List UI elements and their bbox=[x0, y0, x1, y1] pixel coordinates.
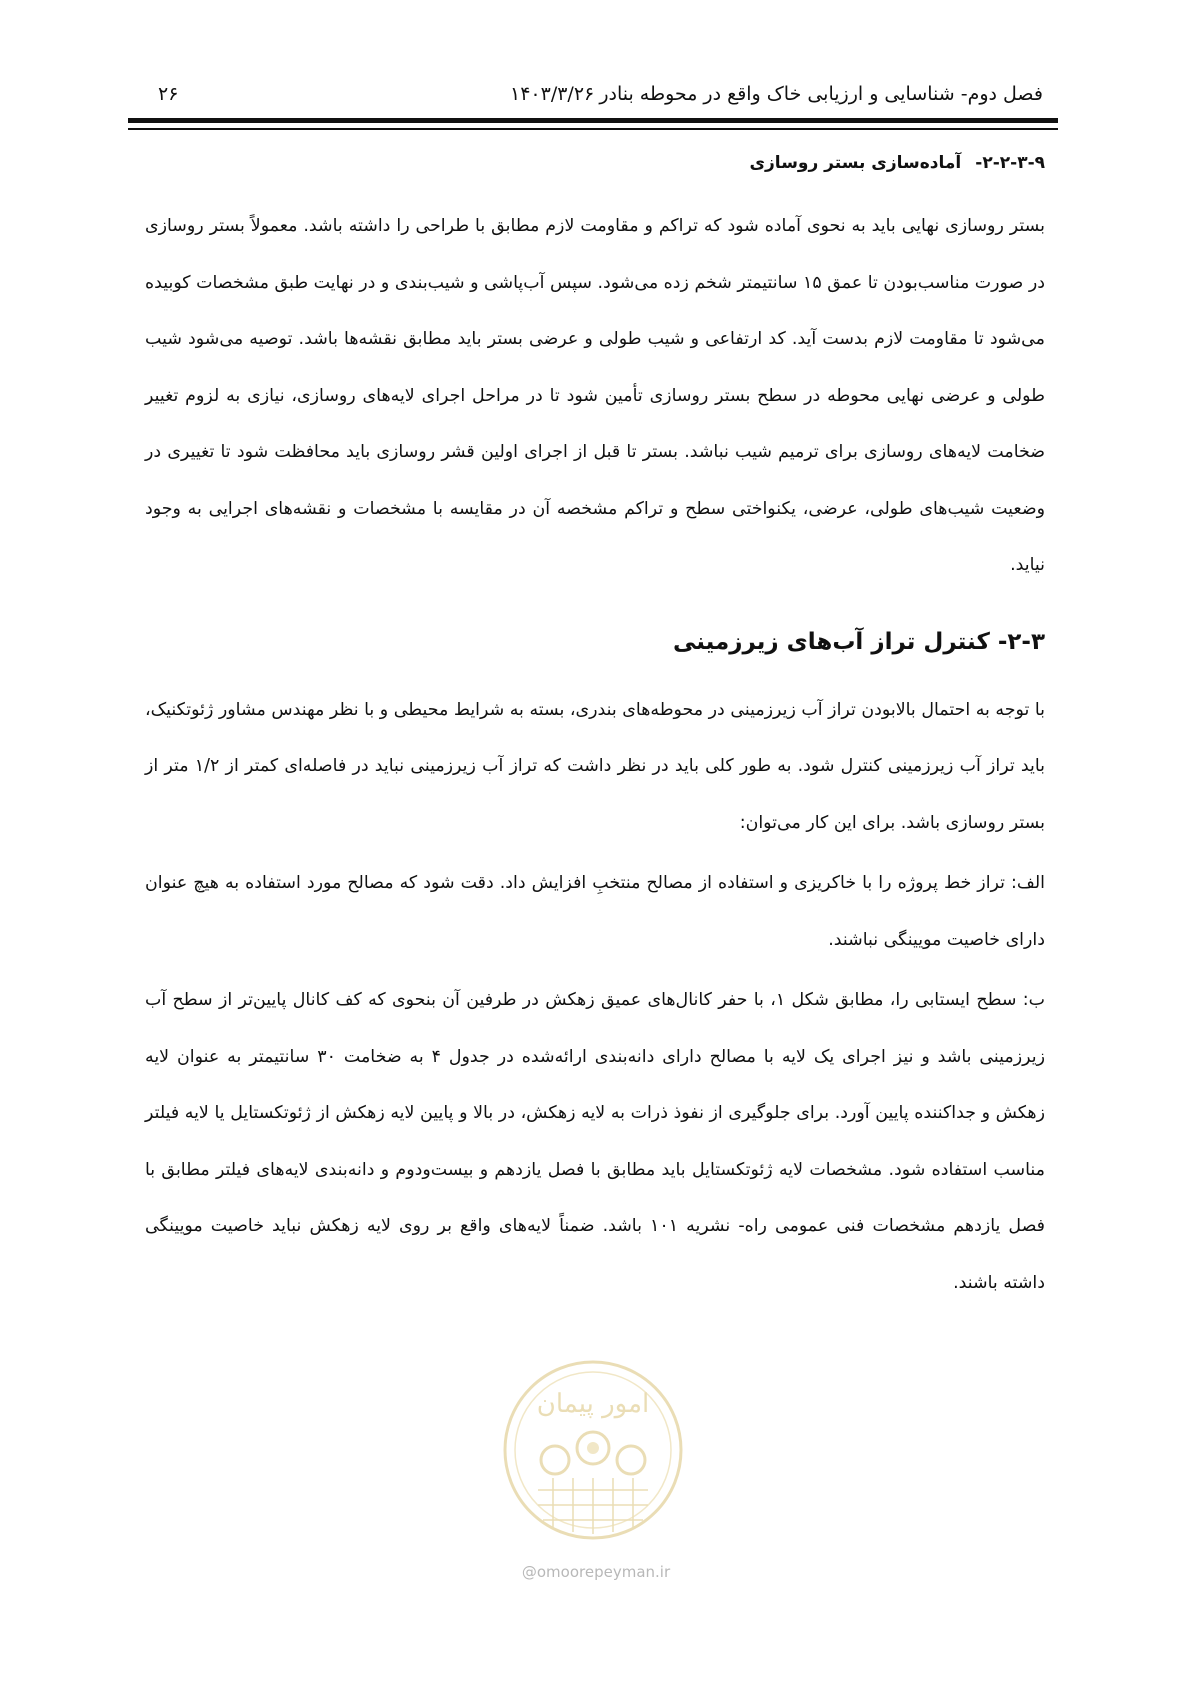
section-heading-9 bbox=[145, 148, 1045, 178]
watermark-url: @omoorepeyman.ir bbox=[521, 1563, 671, 1581]
watermark-logo-text: امور پیمان bbox=[536, 1389, 650, 1419]
header-date: ۱۴۰۳/۳/۲۶ bbox=[510, 83, 595, 105]
header-rule-thin bbox=[128, 128, 1058, 130]
section-title: آماده‌سازی بستر روسازی bbox=[749, 153, 962, 173]
paragraph-item-b: ب: سطح ایستابی را، مطابق شکل ۱، با حفر کانال‌های عمیق زهکش در طرفین آن بنحوی که کف کانال پایین‌تر از سطح آب زیرزمینی باشد و نیز اجرای یک لایه با مصالح دارای دانه‌بندی ارائه‌شده در جدول ۴ به ضخامت ۳۰ سانتیمتر به عنوان لایه زهکش و جداکننده پایین آورد. برای جلوگیری از نفوذ ذرات به لایه زهکش، در بالا و پایین لایه زهکش از ژئوتکستایل یا لایه فیلتر مناسب استفاده شود. مشخصات لایه ژئوتکستایل باید مطابق با فصل یازدهم و بیست‌ودوم و دانه‌بندی لایه‌های فیلتر مطابق با فصل یازدهم مشخصات فنی عمومی راه- نشریه ۱۰۱ باشد. ضمناً لایه‌های واقع بر روی لایه زهکش نباید خاصیت مویینگی داشته باشند. bbox=[145, 990, 1045, 1293]
section-heading-3 bbox=[145, 624, 1045, 660]
watermark-logo bbox=[493, 1350, 693, 1570]
page-header bbox=[150, 80, 1043, 112]
paragraph-groundwater-intro: با توجه به احتمال بالابودن تراز آب زیرزمینی در محوطه‌های بندری، بسته به شرایط محیطی و با نظر مهندس مشاور ژئوتکنیک، باید تراز آب زیرزمینی کنترل شود. به طور کلی باید در نظر داشت که تراز آب زیرزمینی نباید در فاصله‌ای کمتر از ۱/۲ متر از بستر روسازی باشد. برای این کار می‌توان: bbox=[145, 699, 1045, 833]
paragraph-item-a: الف: تراز خط پروژه را با خاکریزی و استفاده از مصالح منتخبِ افزایش داد. دقت شود که مصالح مورد استفاده به هیچ عنوان دارای خاصیت مویینگی نباشند. bbox=[145, 873, 1045, 950]
section-number: ۲-۳- bbox=[997, 628, 1045, 655]
page-number: ۲۶ bbox=[158, 83, 179, 105]
section-number: ۲-۲-۳-۹- bbox=[975, 153, 1045, 173]
section-title: کنترل تراز آب‌های زیرزمینی bbox=[672, 628, 990, 655]
paragraph-subgrade-prep: بستر روسازی نهایی باید به نحوی آماده شود که تراکم و مقاومت لازم مطابق با طراحی را داشته باشد. معمولاً بستر روسازی در صورت مناسب‌بودن تا عمق ۱۵ سانتیمتر شخم زده می‌شود. سپس آب‌پاشی و شیب‌بندی و در نهایت طبق مشخصات کوبیده می‌شود تا مقاومت لازم بدست آید. کد ارتفاعی و شیب طولی و عرضی بستر باید مطابق نقشه‌ها باشد. توصیه می‌شود شیب طولی و عرضی نهایی محوطه در سطح بستر روسازی تأمین شود تا در مراحل اجرای لایه‌های روسازی، نیازی به لزوم تغییر ضخامت لایه‌های روسازی برای ترمیم شیب نباشد. بستر تا قبل از اجرای اولین قشر روسازی باید محافظت شود تا تغییری در وضعیت شیب‌های طولی، عرضی، یکنواختی سطح و تراکم مشخصه آن در مقایسه با مشخصات و نقشه‌های اجرایی به وجود نیاید. bbox=[145, 216, 1045, 575]
page-body bbox=[145, 148, 1045, 1311]
chapter-title: فصل دوم- شناسایی و ارزیابی خاک واقع در محوطه بنادر bbox=[599, 83, 1043, 105]
header-rule-thick bbox=[128, 118, 1058, 123]
